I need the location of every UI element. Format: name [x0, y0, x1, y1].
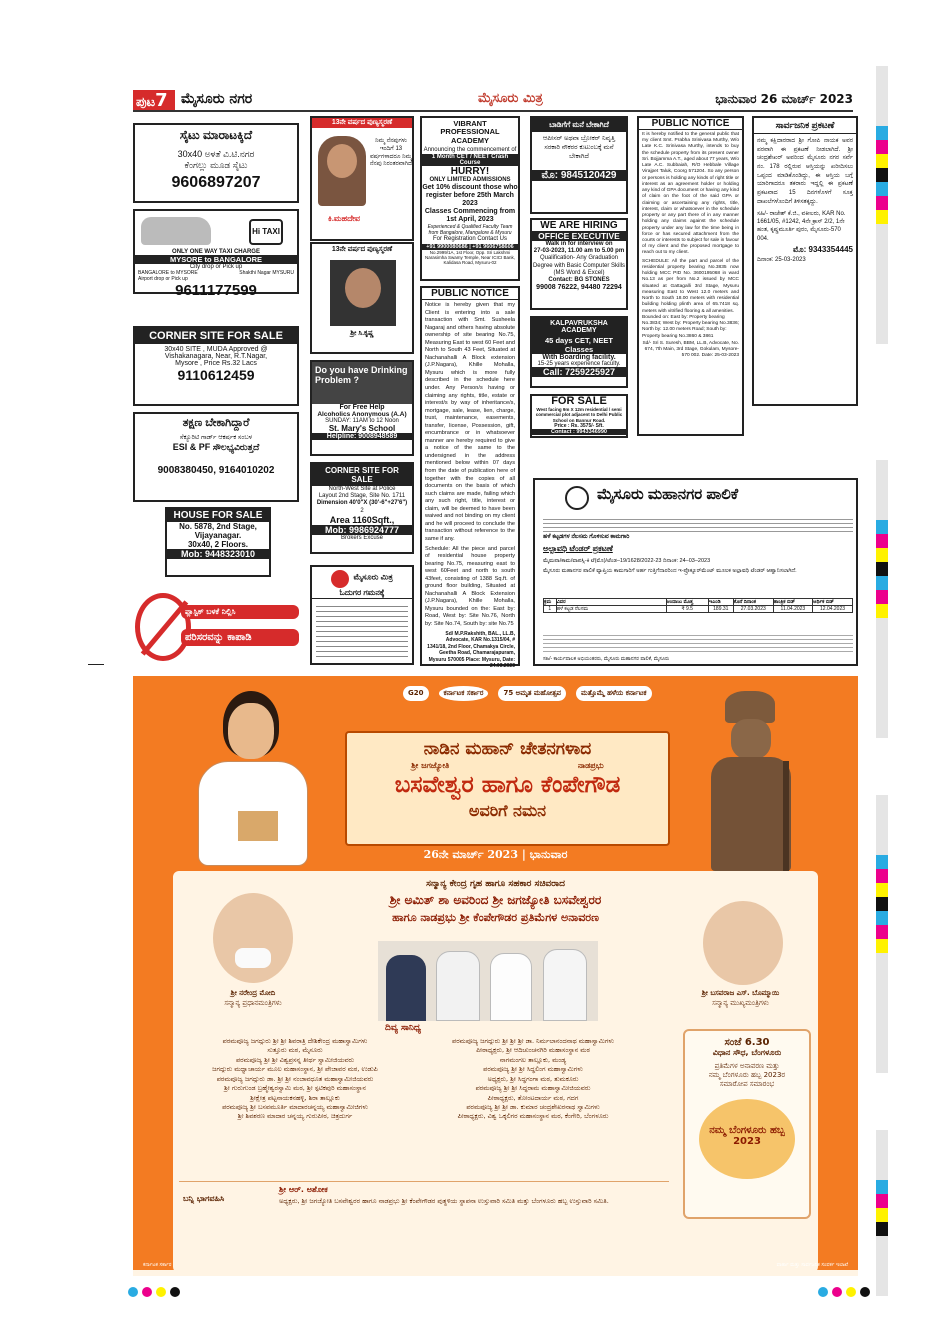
- ad-line: For Registration Contact Us: [432, 236, 508, 243]
- ad-line: Shakthi Nagar MYSURU: [239, 270, 294, 276]
- hiring-ad: [530, 218, 628, 310]
- seer-name: ಪರಮಪೂಜ್ಯ ಶ್ರೀ ಶ್ರೀ ಸಿದ್ಧರಾಮ ಮಹಾಸ್ವಾಮೀಜಿಯವರು: [475, 1084, 591, 1093]
- notice-body: It is hereby notified to the general public that my client Smt. Prabha Srinivasa Murthy, W/o Late K.C. Srinivasa Murthy, intends to buy the schedule property from its present owner Sri. Bojjamma A.T., aged about 77 years, W/o Late A.C. Subbaiah, R/O Hebbale Village Virajpet Taluk, Coorg 571204. So any person or persons is holding any kinds of right title or interest as an agreement holder or holding any kind of GPA document or having any kind of claim on the foot of the said GPA or claiming or ascertaining any rights, title, interest, claim or whatsoever in the schedule property or any part there of in any manner holding any claims against the schedule property under any law for the time being in force or has secured attachment from the courts or interests to subject for sale in favour of my client and the proposed mortgage to reach out to my client.: [642, 132, 739, 256]
- table-cell: ₹ 9.5: [666, 606, 708, 613]
- seers-list-right: [417, 1037, 649, 1122]
- ad-title: ಬಾಡಿಗೆಗೆ ಮನೆ ಬೇಕಾಗಿದೆ: [532, 118, 626, 132]
- seer-place: ನಾಗಮಂಗಲ ತಾಲ್ಲೂಕು, ಮಂಡ್ಯ: [499, 1055, 567, 1064]
- taxi-ad: [133, 209, 299, 299]
- registration-mark: [170, 1287, 180, 1297]
- tender-title: ಮೈಸೂರು ಮಹಾನಗರ ಪಾಲಿಕೆ: [597, 486, 739, 503]
- ad-body: West facing 9m X 12m residential / semi commercial plot adjacent to Delhi Public School on Bannur Road.: [535, 407, 623, 423]
- ad-phone: ಮೊ: 9845120429: [532, 170, 626, 181]
- event-line: ನಮ್ಮ ಬೆಂಗಳೂರು ಹಬ್ಬ 2023ರ: [708, 1071, 786, 1079]
- ad-phone: 9110612459: [177, 367, 255, 384]
- pm-role: ಸನ್ಮಾನ್ಯ ಪ್ರಧಾನಮಂತ್ರಿಗಳು: [224, 999, 282, 1007]
- ad-title: WE ARE HIRING: [540, 220, 618, 231]
- seer-name: ಪರಮಪೂಜ್ಯ ಜಗದ್ಗುರು ಶ್ರೀ ಶ್ರೀ ಶ್ರೀ ಡಾ. ನಿರ್ಮಲಾನಂದನಾಥ ಮಹಾಸ್ವಾಮಿಗಳು: [452, 1037, 614, 1045]
- tender-ref: ಮೈಮಪಾ/ಕಾಮ/ವಾಪಸ್ಸಿ-ಕಿ ಟೆ(ಮೊ)/ಟೆಂಡ–19/1628/2022-23 ದಿನಾಂಕ: 24–03–2023: [543, 558, 711, 564]
- memorial-name: ಕಿ.ಮಹದೇವ: [327, 214, 361, 223]
- seer-place: ಅಧ್ಯಕ್ಷರು, ಶ್ರೀ ಸಿದ್ಧಗಂಗಾ ಮಠ, ತುಮಕೂರು: [487, 1074, 579, 1083]
- ad-title: CORNER SITE FOR SALE: [135, 328, 297, 344]
- notice-phone: ಮೊ: 9343354445: [793, 245, 853, 255]
- ad-title: CORNER SITE FOR SALE: [312, 464, 412, 486]
- table-header-row: [544, 599, 853, 606]
- ad-line: 1 Month CET / NEET Crash Course: [422, 154, 518, 166]
- ad-title: 13ನೇ ವರ್ಷದ ಪುಣ್ಯಸ್ಮರಣೆ: [312, 118, 412, 128]
- cm-name: ಶ್ರೀ ಬಸವರಾಜ ಎಸ್. ಬೊಮ್ಮಾಯಿ: [701, 989, 780, 997]
- ad-line: 30x40 ಅಳತೆ ವಿ.ಟಿ.ನಗರ: [177, 149, 255, 159]
- ad-line: 2: [360, 507, 364, 514]
- ad-phone: Helpline: 9008948589: [312, 433, 412, 440]
- ad-line: BANGALORE to MYSORE: [138, 270, 198, 276]
- ad-price: Price : Rs. 3575/- Sft.: [554, 423, 604, 430]
- taxi-logo: Hi TAXI: [249, 219, 283, 245]
- invite-name: ಶ್ರೀ ಆರ್. ಅಶೋಕ: [279, 1185, 328, 1194]
- table-cell: 1: [544, 606, 557, 613]
- table-header: ಆರ್ಥಿಕ ಬಿಡ್: [813, 599, 853, 606]
- plastic-ban-ad: [133, 593, 299, 665]
- ad-line: Alcoholics Anonymous (A.A): [317, 411, 407, 418]
- ad-heading: ನಾಡಿನ ಮಹಾನ್ ಚೇತನಗಳಾದ: [423, 739, 592, 759]
- ad-line: 45 days CET, NEET Classes: [532, 336, 626, 354]
- ad-line: ONLY LIMITED ADMISSIONS: [429, 176, 511, 183]
- ad-phone: +91 9900080686 | +91 9606758606: [422, 244, 518, 250]
- seer-place: ಶ್ರೀ ಗುರುಗುಂಡ ಬ್ರಹ್ಮೇಶ್ವರಸ್ವಾಮಿ ಮಠ, ಶ್ರೀ ಸ್ಫಟಿಕಪುರಿ ಮಹಾಸಂಸ್ಥಾನ: [224, 1084, 366, 1093]
- invite-label: ಬನ್ನಿ ಭಾಗವಹಿಸಿ: [183, 1194, 225, 1203]
- tender-body: ಮೈಸೂರು ಮಹಾನಗರ ಪಾಲಿಕೆ ವ್ಯಾಪ್ತಿಯ ಕಾಮಗಾರಿಗೆ ಅರ್ಹ ಗುತ್ತಿಗೆದಾರರಿಂದ ಇ-ಪ್ರೊಕ್ಯೂರ್‌ಮೆಂಟ್ ಮೂಲಕ ಅಲ್ಪಾವಧಿ ಟೆಂಡರ್ ಆಹ್ವಾನಿಸಲಾಗಿದೆ.: [543, 568, 797, 574]
- ad-names: ಬಸವೇಶ್ವರ ಹಾಗೂ ಕೆಂಪೇಗೌಡ: [394, 771, 621, 798]
- table-header: ಕ್ರಮ: [544, 599, 557, 606]
- ad-line: No. 5878, 2nd Stage,: [179, 522, 257, 531]
- academy-ad: [420, 116, 520, 281]
- ad-namana: ಅವರಿಗೆ ನಮನ: [468, 800, 547, 820]
- seer-place: ಜಗದ್ಗುರು ಮಧ್ವಾಚಾರ್ಯ ಮೂಲ ಮಹಾಸಂಸ್ಥಾನ, ಶ್ರೀ ಪೇಜಾವರ ಮಠ, ಉಡುಪಿ: [212, 1065, 378, 1074]
- ad-line: ಪ್ಲಾಸ್ಟಿಕ್ ಬಳಕೆ ನಿಲ್ಲಿಸಿ: [181, 605, 299, 619]
- ad-date: 26ನೇ ಮಾರ್ಚ್ 2023 | ಭಾನುವಾರ: [423, 848, 568, 861]
- ad-phone: 99008 76222, 94480 72294: [536, 284, 622, 292]
- ad-line: SUNDAY: 11AM to 12 Noon: [325, 418, 399, 424]
- table-cell: 11.04.2023: [773, 606, 812, 613]
- ad-title: FOR SALE: [551, 395, 607, 407]
- ad-title: VIBRANT PROFESSIONAL ACADEMY: [440, 119, 500, 145]
- seer-place: ಶ್ರೀ ಶಿವಶರಣ ಮಾದಾರ ಚನ್ನಯ್ಯ ಗುರುಪೀಠ, ಚಿತ್ರದುರ್ಗ: [237, 1112, 353, 1121]
- ad-line: HURRY!: [450, 165, 490, 177]
- ad-line: With Boarding facility.: [542, 354, 616, 361]
- ad-subtitle: ಓದುಗರ ಗಮನಕ್ಕೆ: [312, 588, 412, 599]
- corner-site-ad: [133, 326, 299, 406]
- ad-line: ಪರಿಸರವನ್ನು ಕಾಪಾಡಿ: [181, 629, 299, 646]
- kempegowda-statue-illustration: [693, 691, 823, 871]
- ad-title: ಸೈಟು ಮಾರಾಟಕ್ಕಿದೆ: [179, 128, 253, 142]
- seer-place: ಪೀಠಾಧ್ಯಕ್ಷರು, ಶ್ರೀ ಆದಿಚುಂಚನಗಿರಿ ಮಹಾಸಂಸ್ಥಾನ ಮಠ: [476, 1046, 590, 1055]
- notice-signature: Sd/ M.P.Rakshith, BAL., LL.B, Advocate, KAR No.1315/04, # 1341/18, 2nd Floor, Chamakya Circle, Geetha Road, Chamarajapuram, Mysuru 570005 Place: Mysuru, Date: 24.03.2023: [427, 630, 515, 670]
- ad-inner-panel: [173, 871, 818, 1273]
- leaders-group-photo: [378, 941, 598, 1021]
- issue-date: ಭಾನುವಾರ 26 ಮಾರ್ಚ್ 2023: [715, 92, 853, 106]
- ad-line: No.2999/1A, 1st Floor, Opp. Sri Lakshmi Narasimha Swamy Temple, Near ICICI Bank, Kalidasa Road, Mysuru-02: [425, 249, 515, 266]
- event-line: ಸಮಾರೋಪ ಸಮಾರಂಭ: [719, 1080, 775, 1088]
- page-number-badge: [133, 90, 175, 110]
- notice-bounds: Bounded on: East by: Property bearing No.3834; West by: Property bearing No.3836; North by: 12.00 meters Road; South by: Property bearing No.3860 & 3861: [642, 314, 739, 339]
- ad-title: 13ನೇ ವರ್ಷದ ಪುಣ್ಯಸ್ಮರಣೆ: [331, 246, 393, 253]
- section-title: ಮೈಸೂರು ನಗರ: [181, 91, 253, 107]
- ad-phone: Contact : 9943346990: [532, 429, 626, 435]
- color-bar: [876, 795, 888, 1073]
- color-bar: [876, 66, 888, 344]
- memorial-name: ಶ್ರೀ ಸಿ.ಕೃಷ್ಣ: [350, 330, 374, 337]
- seer-name: ಪರಮಪೂಜ್ಯ ಶ್ರೀ ಶ್ರೀ ಸಿದ್ಧಲಿಂಗ ಮಹಾಸ್ವಾಮಿಗಳು: [483, 1065, 583, 1074]
- ad-line: Classes Commencing from 1st April, 2023: [424, 208, 516, 224]
- ad-line: 27-03-2023, 11.00 am to 5.00 pm: [533, 248, 625, 255]
- registration-mark: [156, 1287, 166, 1297]
- page-number: 7: [155, 90, 168, 111]
- seer-name: ಪರಮಪೂಜ್ಯ ಶ್ರೀ ಬಸವಮೂರ್ತಿ ಮಾದಾರಚನ್ನಯ್ಯ ಮಹಾಸ್ವಾಮೀಜಿಗಳು: [222, 1102, 368, 1111]
- ad-line: Layout 2nd Stage, Site No. 1711: [318, 493, 406, 500]
- ad-line: ESI & PF ಸೌಲಭ್ಯವಿರುತ್ತದೆ: [172, 442, 260, 452]
- ad-line: Announcing the commencement of: [423, 146, 517, 153]
- page-header: [133, 90, 853, 112]
- ad-line: Get 10% discount those who register before 25th March 2023: [422, 184, 518, 208]
- tender-table: [543, 598, 853, 613]
- seer-name: ಪರಮಪೂಜ್ಯ ಶ್ರೀ ಶ್ರೀ ವಿಶ್ವಪ್ರಸನ್ನ ತೀರ್ಥ ಸ್ವಾಮೀಜಿಯವರು: [235, 1055, 355, 1064]
- table-header: ಇಎಂಡಿ: [708, 599, 733, 606]
- ad-phone: 9008380450, 9164010202: [157, 465, 275, 476]
- seer-place: ಸುತ್ತೂರು ಮಠ, ಮೈಸೂರು: [267, 1046, 323, 1055]
- table-cell: 189.31: [708, 606, 733, 613]
- divya-sanidhya-heading: ದಿವ್ಯ ಸಾನಿಧ್ಯ: [385, 1023, 421, 1033]
- seer-name: ಪರಮಪೂಜ್ಯ ಶ್ರೀ ಶ್ರೀ ಡಾ. ಕುಮಾರ ಚಂದ್ರಶೇಖರನಾಥ ಸ್ವಾಮಿಗಳು: [466, 1102, 600, 1111]
- color-bar: [876, 460, 888, 738]
- ad-line: ONLY ONE WAY TAXI CHARGE: [172, 249, 260, 255]
- notice-title: PUBLIC NOTICE: [639, 118, 742, 130]
- ad-line: For Free Help: [339, 404, 385, 411]
- notice-signature: Sd/- Sri S. Suresh, BBM, LL.B, Advocate, No. 674, 7th Main, 3rd Stage, Gokulam, Mysore-570 002. Date: 25-03-2023: [642, 340, 739, 359]
- ad-line: Contact: BG STONES: [548, 276, 610, 283]
- emblem-icon: [331, 570, 349, 588]
- pm-portrait: [213, 893, 293, 983]
- ad-line: Brokers Excuse: [340, 534, 383, 541]
- body-text-block: [316, 602, 408, 658]
- ad-line: City drop or Pick up: [189, 264, 243, 270]
- color-bar: [876, 1130, 888, 1296]
- registration-mark: [142, 1287, 152, 1297]
- memorial-ad-2: [310, 242, 414, 354]
- ad-title: HOUSE FOR SALE: [167, 509, 269, 522]
- house-sale-ad: [165, 507, 271, 577]
- ad-line: ಕೆಂಗಲ್ಲು ಮೂಡ ಸೈಟು: [184, 160, 248, 170]
- ad-line: Vijayanagar.: [194, 531, 242, 540]
- alcoholics-anonymous-ad: [310, 360, 414, 456]
- ad-line: Qualification- Any Graduation Degree with Basic Computer Skills (MS Word & Excel): [532, 255, 626, 276]
- tender-footer: ಸಹಿ/- ಕಾರ್ಯಪಾಲಕ ಅಭಿಯಂತರರು, ಮೈಸೂರು ಮಹಾನಗರ ಪಾಲಿಕೆ, ಮೈಸೂರು: [543, 656, 670, 662]
- basaveshwara-illustration: [183, 691, 323, 866]
- ad-line: 15-25 years experience faculty.: [537, 361, 621, 367]
- ad-line: North-West Site at Police: [328, 486, 396, 492]
- ad-body: ಆಪೀಸರ್ ಅಥವಾ ಬ್ರೋಕರ್ ನಿವೃತ್ತಿ ಸರಕಾರಿ ನೌಕರರ ಕುಟುಂಬಕ್ಕೆ ಮನೆ ಬೇಕಾಗಿದೆ: [542, 135, 616, 160]
- ad-line: Dimension 40'0"X (30'-6"+27'6"): [316, 500, 408, 507]
- table-cell: ಹಳೆ ಕಟ್ಟಡ ನೆಲಸಮ: [556, 606, 666, 613]
- ad-phone: Call: 7259225927: [532, 367, 626, 377]
- event-place: ವಿಧಾನ ಸೌಧ, ಬೆಂಗಳೂರು: [712, 1048, 782, 1057]
- seer-place: ಪೀಠಾಧ್ಯಕ್ಷರು, ತೋಂಟದಾರ್ಯ ಮಠ, ಗದಗ: [487, 1093, 579, 1102]
- tender-subtitle: ಹಳೆ ಕಟ್ಟಡಗಳ ನೆಲಸಮ ಗೊಳಿಸುವ ಕಾಮಗಾರಿ: [543, 534, 630, 540]
- notice-date: ದಿನಾಂಕ: 25-03-2023: [757, 257, 806, 264]
- unveil-line: ಶ್ರೀ ಅಮಿತ್ ಶಾ ಅವರಿಂದ ಶ್ರೀ ಜಗಜ್ಯೋತಿ ಬಸವೇಶ್ವರರ: [389, 893, 602, 907]
- site-sale-ad: [133, 123, 299, 203]
- notice-schedule: SCHEDULE: All the part and parcel of the residential property bearing No.3835 now holding MCC PID No. 3600195068 in ward No.13 as per from No.2 issued by MCC situated at Gattagalli 3rd Stage, Mysuru measuring East to West 12.0 meters and North to South 18.00 meters with residential building holding plinth area of 65.7418 sq. meters with vitrified flooring & all amenities.: [642, 258, 739, 314]
- notice-signature: ಸಹಿ/- ರಾಜೇಶ್ ಕೆ.ಜಿ., ವಕೀಲರು, KAR No. 1661/05, #1242, 4ನೇ ಕ್ರಾಸ್ 2/2, 1ನೇ ಹಂತ, ಕೃಷ್ಣಮೂರ್ತಿ ಪುರಂ, ಮೈಸೂರು-570 004.: [757, 210, 846, 242]
- ad-subheading: ಶ್ರೀ ಜಗಜ್ಯೋತಿ: [411, 761, 450, 770]
- ad-title: ಮೈಸೂರು ಮಿತ್ರ: [353, 572, 393, 582]
- cm-role: ಸನ್ಮಾನ್ಯ ಮುಖ್ಯಮಂತ್ರಿಗಳು: [712, 999, 769, 1007]
- seer-place: ಪೀಠಾಧ್ಯಕ್ಷರು, ವಿಶ್ವ ಒಕ್ಕಲಿಗರ ಮಹಾಸಂಸ್ಥಾನ ಮಠ, ಕೆಂಗೇರಿ, ಬೆಂಗಳೂರು: [457, 1112, 609, 1121]
- ad-line: St. Mary's School: [328, 424, 396, 433]
- ad-phone: 9606897207: [171, 174, 261, 191]
- unveil-line: ಹಾಗೂ ನಾಡಪ್ರಭು ಶ್ರೀ ಕೆಂಪೇಗೌಡರ ಪ್ರತಿಮೆಗಳ ಅನಾವರಣ: [392, 911, 599, 924]
- ad-line: ಸೆಕ್ಯೂರಿಟಿ ಗಾರ್ಡ್ ಆಕರ್ಷಕ ಸಂಬಳ: [179, 434, 253, 441]
- amrit-logo: 75 ಅಮೃತ ಮಹೋತ್ಸವ: [498, 686, 566, 701]
- invite-text: ಅಧ್ಯಕ್ಷರು, ಶ್ರೀ ಜಗಜ್ಯೋತಿ ಬಸವೇಶ್ವರರ ಹಾಗೂ ನಾಡಪ್ರಭು ಶ್ರೀ ಕೆಂಪೇಗೌಡರ ಪುತ್ಥಳಿಯ ಸ್ಥಾಪನಾ ಉಸ್ತುವಾರಿ ಸಮಿತಿ ಮತ್ತು ಬೆಂಗಳೂರು ಹಬ್ಬ ಉಸ್ತುವಾರಿ ಸಮಿತಿ.: [279, 1197, 609, 1205]
- table-header: ಕೊನೆ ದಿನಾಂಕ: [733, 599, 773, 606]
- tender-notice: [533, 478, 858, 666]
- registration-mark: [818, 1287, 828, 1297]
- tender-subtitle: ಅಲ್ಪಾವಧಿ ಟೆಂಡರ್ ಪ್ರಕಟಣೆ: [543, 544, 613, 553]
- address-lines: [543, 516, 853, 532]
- registration-mark: [832, 1287, 842, 1297]
- ad-phone: Mob: 9986924777: [312, 525, 412, 535]
- notice-body: Notice is hereby given that my Client is entering into a sale transaction with Smt. Susheela Nagaraj and others having absolute ownership of site bearing No.75, Measuring East to west 60 Feet and North to South 43 Feet, Situated at Nachanahalli A Block extension (J.P.Nagara), Khille Mohalla, Mysuru which is more fully described in the schedule here under. Any Person/s having or claiming any rights, title, estate or interest/s by way of inheritance/s, mortgage, sale, lease, lien, charge, trust, maintenance, easements, transfer, license, Possession, gift, encumbrance or in whatsoever manner are hereby required to give a notice of the same to the undersigned in the address mentioned below within 07 days from the date of publication here of together with the copies of all documents on the basis of which such claims are made, failing which any such right, title, interest or claim, will be deemed to have been waived and not binding on my client and he will proceed to conclude the transaction without reference to the same if any.: [425, 302, 515, 542]
- public-notice-kannada: [752, 116, 858, 406]
- state-logo: ಮತ್ತೊಮ್ಮೆ ಹಳೆಯ ಕರ್ನಾಟಕ: [576, 686, 652, 701]
- ad-line: Experienced & Qualified Faculty Team from Bangalore, Mangalore & Mysuru: [427, 224, 513, 237]
- ad-footer-left: ಕರ್ನಾಟಕ ಸರ್ಕಾರ: [143, 1262, 172, 1268]
- karnataka-emblem: ಕರ್ನಾಟಕ ಸರ್ಕಾರ: [439, 686, 489, 701]
- ad-line: Area 1160Sqft.,: [329, 514, 395, 525]
- government-ad: [133, 676, 858, 1276]
- corporation-emblem-icon: [565, 486, 589, 510]
- seer-name: ಪರಮಪೂಜ್ಯ ಜಗದ್ಗುರು ಶ್ರೀ ಶ್ರೀ ಶಿವರಾತ್ರಿ ದೇಶಿಕೇಂದ್ರ ಮಹಾಸ್ವಾಮಿಗಳು: [222, 1037, 368, 1045]
- pm-name: ಶ್ರೀ ನರೇಂದ್ರ ಮೋದಿ: [230, 989, 276, 997]
- ad-phone: 9611177599: [175, 282, 257, 299]
- table-header: ತಾಂತ್ರಿಕ ಬಿಡ್: [773, 599, 812, 606]
- table-header: ಅಂದಾಜು ಮೊತ್ತ: [666, 599, 708, 606]
- memorial-ad-1: [310, 116, 414, 241]
- table-cell: 27.03.2023: [733, 606, 773, 613]
- ad-subtitle: OFFICE EXECUTIVE: [532, 231, 626, 241]
- ad-title: ತಕ್ಷಣ ಬೇಕಾಗಿದ್ದಾರೆ: [182, 417, 250, 429]
- plot-sale-ad: [530, 394, 628, 438]
- car-icon: [141, 217, 211, 245]
- portrait-photo: [318, 136, 366, 206]
- ad-title: KALPAVRUKSHA ACADEMY: [532, 318, 626, 336]
- crop-mark: [88, 664, 104, 665]
- notice-schedule: Schedule: All the piece and parcel of residential house property bearing No.75, measuring east to west 60Feet and north to south 43feet, consisting of 1388 Sq.ft. of ground floor building, Situated at Nachanahalli A Block Extension (J.P.Nagara), Khille Mohalla, Mysuru bounded on the: East by: Road, West by: Site No.76, North by: Site No.74, South by: site No.75: [425, 545, 515, 627]
- reader-notice-ad: [310, 565, 414, 665]
- ad-title-panel: [345, 731, 670, 846]
- house-rent-ad: [530, 116, 628, 214]
- g20-logo: G20: [403, 686, 429, 701]
- namma-bengaluru-habba-logo: ನಮ್ಮ ಬೆಂಗಳೂರು ಹಬ್ಬ 2023: [699, 1099, 795, 1179]
- ad-line: 30x40 SITE , MUDA Approved @: [164, 346, 268, 354]
- masthead: ಮೈಸೂರು ಮಿತ್ರ: [478, 91, 543, 106]
- ad-line: MYSORE to BANGALORE: [135, 255, 297, 264]
- table-header: ವಿವರ: [556, 599, 666, 606]
- registration-mark: [128, 1287, 138, 1297]
- tender-terms: [543, 632, 853, 652]
- cm-portrait: [703, 901, 783, 985]
- notice-body: ನಮ್ಮ ಕಕ್ಷಿದಾರರಾದ ಶ್ರೀ ಗೋಪಿ ನಾಯಕ ಅವರ ಪರವಾಗಿ ಈ ಪ್ರಕಟಣೆ ನೀಡಲಾಗಿದೆ. ಶ್ರೀ ಚಂದ್ರಶೇಖರ್ ಅವರಿಂದ ಮೈಸೂರು ನಗರ ಸರ್ವೆ ನಂ. 178 ರಲ್ಲಿರುವ ಆಸ್ತಿಯನ್ನು ಖರೀದಿಸಲು ಒಪ್ಪಂದ ಮಾಡಿಕೊಂಡಿದ್ದು, ಈ ಆಸ್ತಿಯ ಬಗ್ಗೆ ಯಾರಿಗಾದರೂ ತಕರಾರು ಇದ್ದಲ್ಲಿ ಈ ಪ್ರಕಟಣೆ ಪ್ರಕಟವಾದ 15 ದಿನಗಳೊಳಗೆ ಸೂಕ್ತ ದಾಖಲೆಗಳೊಂದಿಗೆ ತಿಳಿಸತಕ್ಕದ್ದು.: [757, 138, 853, 205]
- invite-section: [179, 1181, 669, 1221]
- ad-line: 30x40, 2 Floors.: [187, 540, 249, 549]
- seer-place: ಶ್ರೀಕ್ಷೇತ್ರ ಪಟ್ಟನಾಯಕನಹಳ್ಳಿ, ಶಿರಾ ತಾಲ್ಲೂಕು: [250, 1093, 340, 1102]
- corner-site-ad-2: [310, 462, 414, 554]
- ad-footer-right: ವಾರ್ತಾ ಮತ್ತು ಸಾರ್ವಜನಿಕ ಸಂಪರ್ಕ ಇಲಾಖೆ: [776, 1262, 848, 1268]
- seer-name: ಪರಮಪೂಜ್ಯ ಜಗದ್ಗುರು ಡಾ. ಶ್ರೀ ಶ್ರೀ ನಂಜಾವಧೂತ ಮಹಾಸ್ವಾಮೀಜಿಯವರು: [216, 1074, 374, 1083]
- ad-line: Vishakanagara, Near, R.T.Nagar,: [164, 353, 268, 361]
- event-details-box: [683, 1029, 811, 1219]
- ad-title: Do you have Drinking Problem ?: [312, 362, 412, 404]
- notice-title: ಸಾರ್ವಜನಿಕ ಪ್ರಕಟಣೆ: [754, 118, 856, 134]
- page-label: ಪುಟ: [136, 95, 156, 110]
- no-plastic-icon: [135, 593, 191, 661]
- public-notice-1: [420, 286, 520, 670]
- ad-subheading: ನಾಡಪ್ರಭು: [577, 761, 604, 770]
- registration-mark: [846, 1287, 856, 1297]
- memorial-text: ನಿಮ್ಮ ನೆನಪುಗಳು ಇಂದಿಗೆ 13 ವರ್ಷಗಳಾದರೂ ನಿಮ್ಮ ನೆನಪು ನಿರಂತರವಾಗಿದೆ: [369, 138, 413, 168]
- unveil-line: ಸನ್ಮಾನ್ಯ ಕೇಂದ್ರ ಗೃಹ ಹಾಗೂ ಸಹಕಾರ ಸಚಿವರಾದ: [426, 879, 565, 889]
- ad-line: Airport drop or Pick up: [138, 276, 188, 282]
- event-time: ಸಂಜೆ 6.30: [724, 1037, 770, 1048]
- public-notice-2: [637, 116, 744, 436]
- table-row: [544, 606, 853, 613]
- seers-list-left: [179, 1037, 411, 1122]
- registration-mark: [860, 1287, 870, 1297]
- table-cell: 12.04.2023: [813, 606, 853, 613]
- notice-title: PUBLIC NOTICE: [422, 288, 518, 300]
- portrait-photo: [330, 260, 396, 326]
- jobs-ad: [133, 412, 299, 502]
- kalpavruksha-ad: [530, 316, 628, 388]
- ad-phone: Mob: 9448323010: [167, 549, 269, 559]
- ad-line: Mysore , Price Rs.32 Lacs: [175, 360, 257, 368]
- ad-line: Walk in for interview on: [545, 241, 613, 247]
- event-line: ಪ್ರತಿಮೆಗಳ ಅನಾವರಣ ಮತ್ತು: [714, 1062, 780, 1070]
